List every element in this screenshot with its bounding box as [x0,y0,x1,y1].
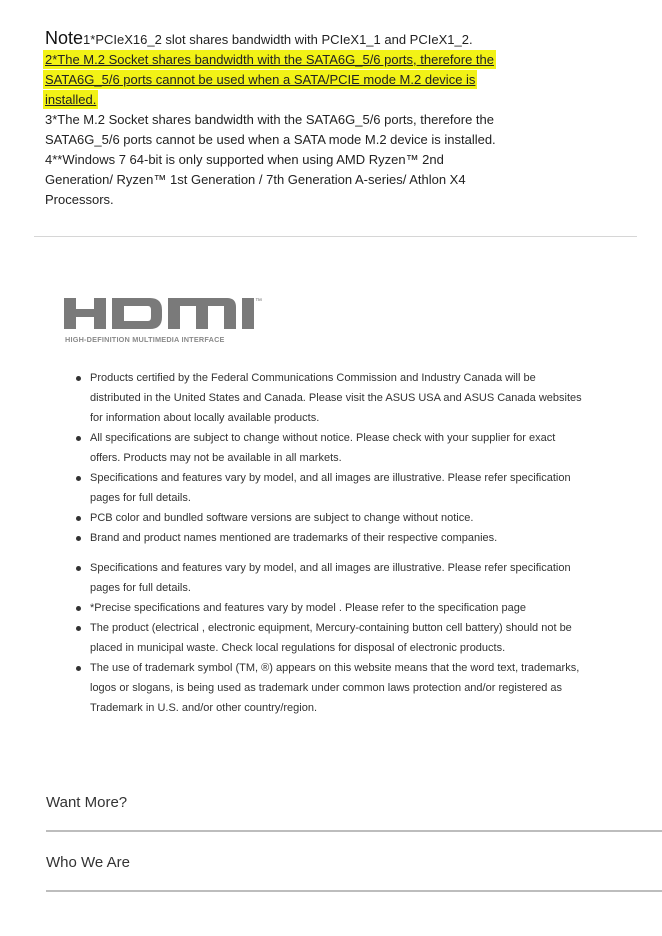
footer-divider [46,830,662,832]
note-line-4a: 4**Windows 7 64-bit is only supported when using AMD Ryzen™ 2nd [45,152,444,167]
disclaimer-line: Trademark in U.S. and/or other country/region. [90,702,318,714]
disclaimer-line: Products certified by the Federal Communications Commission and Industry Canada will be [90,372,536,384]
disclaimer-list [74,368,626,718]
disclaimer-line: offers. Products may not be available in all markets. [90,452,342,464]
want-more-heading[interactable]: Want More? [46,794,128,811]
note-line-2a [45,50,545,70]
disclaimer-line: for information about locally available products. [90,412,320,424]
disclaimer-line: Specifications and features vary by model, and all images are illustrative. Please refer specification [90,472,571,484]
disclaimer-item [74,528,626,548]
disclaimer-item [74,618,626,658]
note-title: Note [45,28,84,48]
disclaimer-line: All specifications are subject to change without notice. Please check with your supplier for exact [90,432,556,444]
note-line-4c: Processors. [45,192,114,207]
footer-divider [46,890,662,892]
disclaimer-item [74,428,626,468]
section-divider [34,236,637,237]
hdmi-tagline: HIGH-DEFINITION MULTIMEDIA INTERFACE [65,335,225,344]
disclaimer-item [74,368,626,428]
disclaimer-line: pages for full details. [90,492,191,504]
note-line-2c [45,90,545,110]
disclaimer-item [74,658,626,718]
note-line-2b [45,70,545,90]
disclaimer-item [74,598,626,618]
disclaimer-line: The product (electrical , electronic equipment, Mercury-containing button cell battery) should not be [90,622,572,634]
highlighted-note: installed. [45,92,97,107]
note-line-4b: Generation/ Ryzen™ 1st Generation / 7th Generation A-series/ Athlon X4 [45,172,466,187]
note-line-1 [45,28,545,50]
disclaimer-item [74,558,626,598]
disclaimer-item [74,508,626,528]
disclaimer-item [74,468,626,508]
note-text-1: 1*PCIeX16_2 slot shares bandwidth with PCIeX1_1 and PCIeX1_2. [83,32,473,47]
disclaimer-line: pages for full details. [90,582,191,594]
disclaimer-line: The use of trademark symbol (TM, ®) appears on this website means that the word text, trademarks, [90,662,580,674]
svg-text:™: ™ [255,298,262,305]
hdmi-logo-icon [64,294,269,332]
disclaimer-line: Brand and product names mentioned are trademarks of their respective companies. [90,532,498,544]
note-line-3a: 3*The M.2 Socket shares bandwidth with the SATA6G_5/6 ports, therefore the [45,112,494,127]
notes-section [45,28,545,210]
highlighted-note: 2*The M.2 Socket shares bandwidth with the SATA6G_5/6 ports, therefore the [45,52,494,67]
who-we-are-heading[interactable]: Who We Are [46,854,130,871]
disclaimer-line: distributed in the United States and Canada. Please visit the ASUS USA and ASUS Canada websites [90,392,582,404]
disclaimer-line: logos or slogans, is being used as trademark under common laws protection and/or registered as [90,682,563,694]
disclaimer-line: Specifications and features vary by model, and all images are illustrative. Please refer specification [90,562,571,574]
disclaimer-line: *Precise specifications and features vary by model . Please refer to the specification page [90,602,526,614]
hdmi-logo [64,294,269,344]
disclaimer-line: placed in municipal waste. Check local regulations for disposal of electronic products. [90,642,506,654]
highlighted-note: SATA6G_5/6 ports cannot be used when a SATA/PCIE mode M.2 device is [45,72,476,87]
disclaimer-line: PCB color and bundled software versions are subject to change without notice. [90,512,474,524]
note-line-3b: SATA6G_5/6 ports cannot be used when a SATA mode M.2 device is installed. [45,132,496,147]
